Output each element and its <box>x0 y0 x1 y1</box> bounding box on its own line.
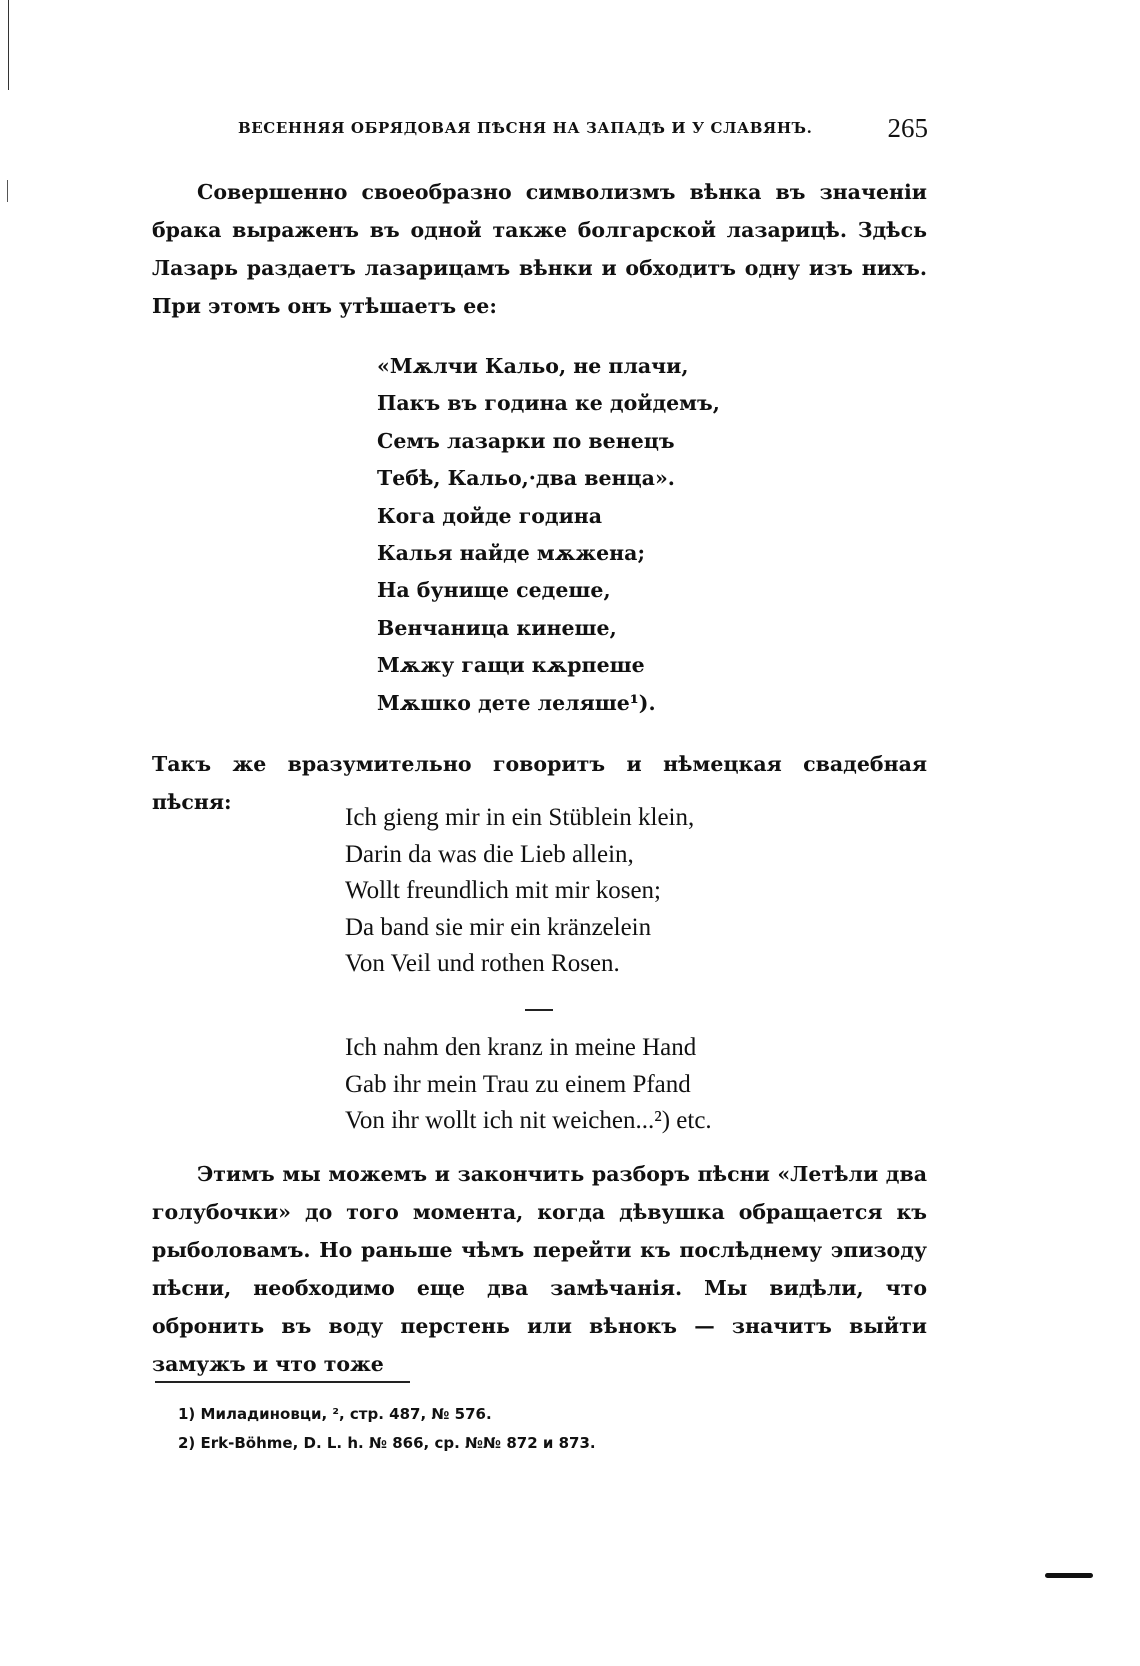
footnote-2: 2) Erk-Böhme, D. L. h. № 866, ср. №№ 872 и 873. <box>178 1434 596 1452</box>
paragraph-lazarica: Совершенно своеобразно символизмъ вѣнка въ значеніи брака выраженъ въ одной также болгарской лазарицѣ. Здѣсь Лазарь раздаетъ лазарицамъ вѣнки и обходитъ одну изъ нихъ. При этомъ онъ утѣшаетъ ее: <box>152 180 927 318</box>
footnote-rule <box>155 1381 410 1383</box>
stanza-divider <box>525 1009 553 1011</box>
verse-line: Семъ лазарки по венецъ <box>377 428 675 453</box>
verse-line: Калья найде мѫжена; <box>377 541 646 566</box>
page-edge-tick <box>7 180 8 202</box>
verse-line: Gab ihr mein Trau zu einem Pfand <box>345 1070 691 1098</box>
verse-line: Darin da was die Lieb allein, <box>345 840 634 868</box>
running-title: ВЕСЕННЯЯ ОБРЯДОВАЯ ПѢСНЯ НА ЗАПАДѢ И У СЛАВЯНЪ. <box>238 119 813 137</box>
verse-line: Ich gieng mir in ein Stüblein klein, <box>345 804 695 831</box>
page-edge-line <box>8 0 9 90</box>
printer-mark <box>1045 1573 1093 1578</box>
paragraph-german-intro: Такъ же вразумительно говоритъ и нѣмецкая свадебная пѣсня: <box>152 752 927 814</box>
footnote-1: 1) Миладиновци, ², стр. 487, № 576. <box>178 1405 492 1423</box>
verse-line: Мѫшко дете леляше¹). <box>377 690 656 715</box>
verse-line: Кога дойде година <box>377 503 603 528</box>
verse-line: Ich nahm den kranz in meine Hand <box>345 1034 697 1061</box>
bulgarian-verse <box>377 348 720 722</box>
verse-line: Von ihr wollt ich nit weichen...²) etc. <box>345 1107 712 1134</box>
verse-line: Da band sie mir ein kränzelein <box>345 913 652 941</box>
verse-line: Пакъ въ година ке дойдемъ, <box>377 391 720 416</box>
verse-line: Wollt freundlich mit mir kosen; <box>345 877 661 904</box>
german-verse-stanza-1 <box>345 800 694 983</box>
page-number: 265 <box>887 113 928 143</box>
verse-line: Von Veil und rothen Rosen. <box>345 950 620 977</box>
verse-line: Мѫжу гащи кѫрпеше <box>377 653 645 678</box>
verse-line: Венчаница кинеше, <box>377 615 617 640</box>
footnotes <box>178 1400 596 1458</box>
verse-line: Тебѣ, Кальо,·два венца». <box>377 466 675 491</box>
verse-line: «Мѫлчи Кальо, не плачи, <box>377 354 689 378</box>
german-verse-stanza-2 <box>345 1030 712 1140</box>
verse-line: На бунище седеше, <box>377 578 611 603</box>
paragraph-conclusion: Этимъ мы можемъ и закончить разборъ пѣсни «Летѣли два голубочки» до того момента, когда дѣвушка обращается къ рыболовамъ. Но раньше чѣмъ перейти къ послѣднему эпизоду пѣсни, необходимо еще два замѣчанія. Мы видѣли, что обронить въ воду перстень или вѣнокъ — значитъ выйти замужъ и что тоже <box>152 1162 927 1376</box>
page-header <box>238 113 928 147</box>
